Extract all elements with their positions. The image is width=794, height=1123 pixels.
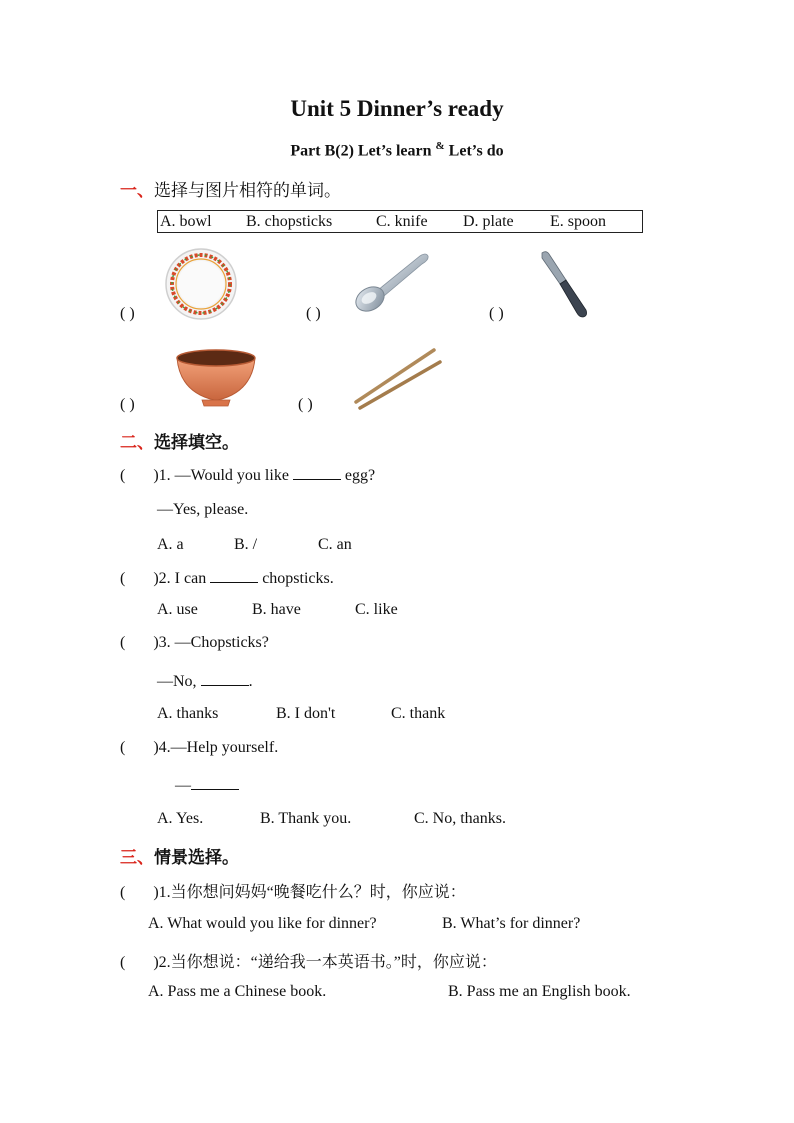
s2-q3-reply-suffix: . bbox=[248, 673, 253, 690]
word-option-e: E. spoon bbox=[550, 213, 606, 230]
s3-q1-text: )1.当你想问妈妈“晚餐吃什么？时，你应说： bbox=[153, 884, 466, 901]
s2-q2-suffix: chopsticks. bbox=[258, 570, 334, 587]
s2-q3-option-b: B. I don't bbox=[276, 705, 336, 722]
s2-q3-blank[interactable] bbox=[201, 671, 249, 686]
knife-picture bbox=[538, 250, 590, 320]
s2-q1-paren: ( bbox=[120, 467, 126, 484]
s3-q2-option-b: B. Pass me an English book. bbox=[448, 983, 631, 1000]
word-option-c: C. knife bbox=[376, 213, 428, 230]
s2-q2-option-a: A. use bbox=[157, 601, 198, 618]
chopsticks-picture bbox=[352, 348, 444, 410]
answer-paren-5: ( ) bbox=[298, 396, 313, 413]
s3-question-2 bbox=[120, 949, 497, 972]
answer-paren-1: ( ) bbox=[120, 305, 135, 322]
s2-q3-reply bbox=[157, 671, 253, 691]
s2-q4-paren: ( bbox=[120, 739, 126, 756]
spoon-picture bbox=[352, 250, 430, 314]
s2-q2-option-c: C. like bbox=[355, 601, 398, 618]
s2-q4-option-c: C. No, thanks. bbox=[414, 810, 506, 827]
s2-q1-reply: —Yes, please. bbox=[157, 501, 249, 518]
s2-q3-text: )3. —Chopsticks? bbox=[153, 634, 269, 651]
word-option-b: B. chopsticks bbox=[246, 213, 333, 230]
s2-q4-blank[interactable] bbox=[191, 775, 239, 790]
s3-q2-paren: ( bbox=[120, 954, 126, 971]
plate-picture bbox=[164, 247, 238, 321]
word-bank-box bbox=[157, 210, 643, 233]
s2-q2-paren: ( bbox=[120, 570, 126, 587]
s3-q1-paren: ( bbox=[120, 884, 126, 901]
answer-paren-2: ( ) bbox=[306, 305, 321, 322]
s2-q1-option-b: B. / bbox=[234, 536, 258, 553]
s2-q1-option-c: C. an bbox=[318, 536, 352, 553]
section2-number: 二、 bbox=[120, 433, 154, 452]
section3-title: 情景选择。 bbox=[154, 848, 239, 867]
s2-q4-option-b: B. Thank you. bbox=[260, 810, 352, 827]
answer-paren-4: ( ) bbox=[120, 396, 135, 413]
s2-q3-option-a: A. thanks bbox=[157, 705, 219, 722]
s2-question-1 bbox=[120, 465, 375, 485]
section1-number: 一、 bbox=[120, 181, 154, 200]
s2-q4-text: )4.—Help yourself. bbox=[153, 739, 279, 756]
s2-q3-paren: ( bbox=[120, 634, 126, 651]
s3-q2-option-a: A. Pass me a Chinese book. bbox=[148, 983, 327, 1000]
subtitle-part: Part B(2) Let’s learn bbox=[290, 142, 432, 160]
s3-q1-option-a: A. What would you like for dinner? bbox=[148, 915, 377, 932]
s2-q4-reply bbox=[175, 775, 239, 795]
s2-q3-option-c: C. thank bbox=[391, 705, 446, 722]
s3-q1-option-b: B. What’s for dinner? bbox=[442, 915, 581, 932]
subtitle-amp: & bbox=[435, 140, 445, 152]
s2-q3-reply-prefix: —No, bbox=[157, 673, 201, 690]
s2-q4-reply-dash: — bbox=[175, 777, 191, 794]
s2-q1-prefix: )1. —Would you like bbox=[153, 467, 293, 484]
s2-q4-option-a: A. Yes. bbox=[157, 810, 204, 827]
word-option-a: A. bowl bbox=[160, 213, 212, 230]
section1-title: 选择与图片相符的单词。 bbox=[154, 181, 341, 200]
s3-question-1 bbox=[120, 879, 466, 902]
answer-paren-3: ( ) bbox=[489, 305, 504, 322]
section3-heading bbox=[120, 843, 239, 868]
page-subtitle bbox=[0, 140, 794, 160]
s3-q2-text: )2.当你想说：“递给我一本英语书。”时，你应说： bbox=[153, 954, 497, 971]
section1-heading bbox=[120, 176, 341, 201]
s2-q1-suffix: egg? bbox=[340, 467, 376, 484]
s2-q1-blank[interactable] bbox=[293, 465, 341, 480]
s2-question-3 bbox=[120, 634, 269, 652]
s2-q1-option-a: A. a bbox=[157, 536, 184, 553]
s2-q2-prefix: )2. I can bbox=[153, 570, 211, 587]
section3-number: 三、 bbox=[120, 848, 154, 867]
section2-heading bbox=[120, 428, 239, 453]
s2-q2-option-b: B. have bbox=[252, 601, 301, 618]
s2-q2-blank[interactable] bbox=[210, 568, 258, 583]
section2-title: 选择填空。 bbox=[154, 433, 239, 452]
s2-question-4 bbox=[120, 739, 278, 757]
bowl-picture bbox=[174, 348, 258, 408]
s2-question-2 bbox=[120, 568, 334, 588]
page-title: Unit 5 Dinner’s ready bbox=[290, 96, 504, 121]
word-option-d: D. plate bbox=[463, 213, 514, 230]
subtitle-do: Let’s do bbox=[448, 142, 504, 160]
